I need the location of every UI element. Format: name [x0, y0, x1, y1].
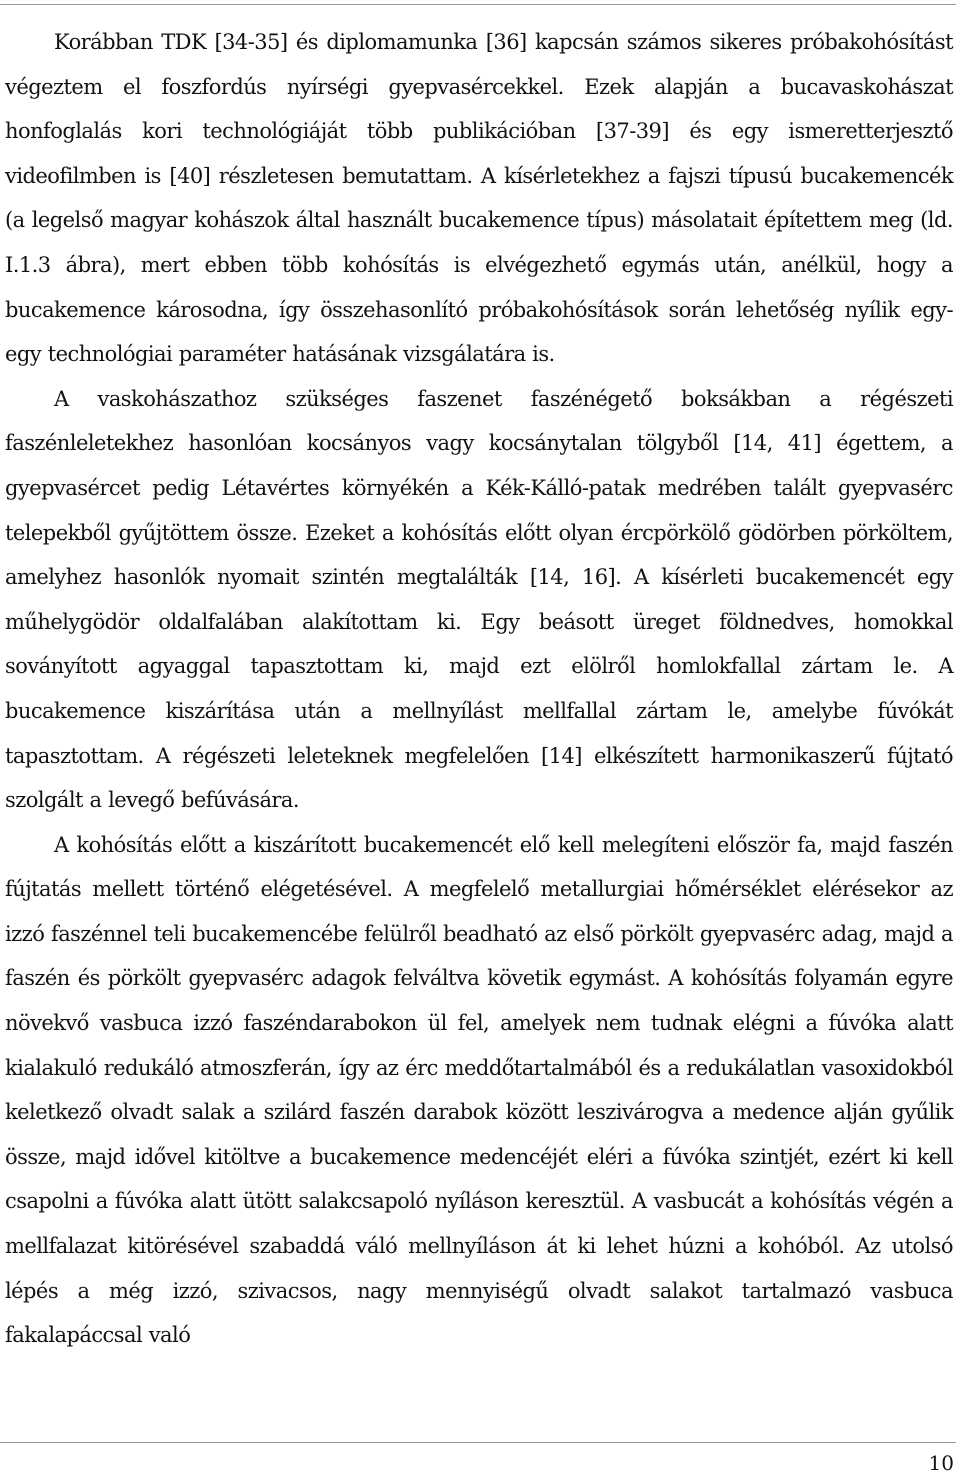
footer-rule [0, 1442, 956, 1443]
page-number: 10 [928, 1451, 954, 1475]
header-rule [0, 4, 956, 5]
paragraph-previous-experiments: Korábban TDK [34-35] és diplomamunka [36] kapcsán számos sikeres próbakohósítást végeztem el foszfordús nyírségi gyepvasércekkel. Ezek alapján a bucavaskohászat honfoglalás kori technológiáját több publikációban [37-39] és egy ismeretterjesztő videofilmben is [40] részletesen bemutattam. A kísérletekhez a fajszi típusú bucakemencék (a legelső magyar kohászok által használt bucakemence típus) másolatait építettem meg (ld. I.1.3 ábra), mert ebben több kohósítás is elvégezhető egymás után, anélkül, hogy a bucakemence károsodna, így összehasonlító próbakohósítások során lehetőség nyílik egy-egy technológiai paraméter hatásának vizsgálatára is. [5, 30, 953, 367]
paragraph-smelting-process: A kohósítás előtt a kiszárított bucakemencét elő kell melegíteni először fa, majd faszén fújtatás mellett történő elégetésével. A megfelelő metallurgiai hőmérséklet elérésekor az izzó faszénnel teli bucakemencébe felülről beadható az első pörkölt gyepvasérc adag, majd a faszén és pörkölt gyepvasérc adagok felváltva követik egymást. A kohósítás folyamán egyre növekvő vasbuca izzó faszéndarabokon ül fel, amelyek nem tudnak elégni a fúvóka alatt kialakuló redukáló atmoszferán, így az érc meddőtartalmából és a redukálatlan vasoxidokból keletkező olvadt salak a szilárd faszén darabok között leszivárogva a medence alján gyűlik össze, majd idővel kitöltve a bucakemence medencéjét eléri a fúvóka szintjét, ezért ki kell csapolni a fúvóka alatt ütött salakcsapoló nyíláson keresztül. A vasbucát a kohósítás végén a mellfalazat kitörésével szabaddá váló mellnyíláson át ki lehet húzni a kohóból. Az utolsó lépés a még izzó, szivacsos, nagy mennyiségű olvadt salakot tartalmazó vasbuca fakalapáccsal való [5, 832, 953, 1348]
document-body [5, 20, 953, 1358]
paragraph-charcoal-ore-preparation: A vaskohászathoz szükséges faszenet faszénégető boksákban a régészeti faszénleletekhez hasonlóan kocsányos vagy kocsánytalan tölgyből [14, 41] égettem, a gyepvasércet pedig Létavértes környékén a Kék-Kálló-patak medrében talált gyepvasérc telepekből gyűjtöttem össze. Ezeket a kohósítás előtt olyan ércpörkölő gödörben pörköltem, amelyhez hasonlók nyomait szintén megtalálták [14, 16]. A kísérleti bucakemencét egy műhelygödör oldalfalában alakítottam ki. Egy beásott üreget földnedves, homokkal soványított agyaggal tapasztottam ki, majd ezt elölről homlokfallal zártam le. A bucakemence kiszárítása után a mellnyílást mellfallal zártam le, amelybe fúvókát tapasztottam. A régészeti leleteknek megfelelően [14] elkészített harmonikaszerű fújtató szolgált a levegő befúvására. [5, 386, 953, 813]
